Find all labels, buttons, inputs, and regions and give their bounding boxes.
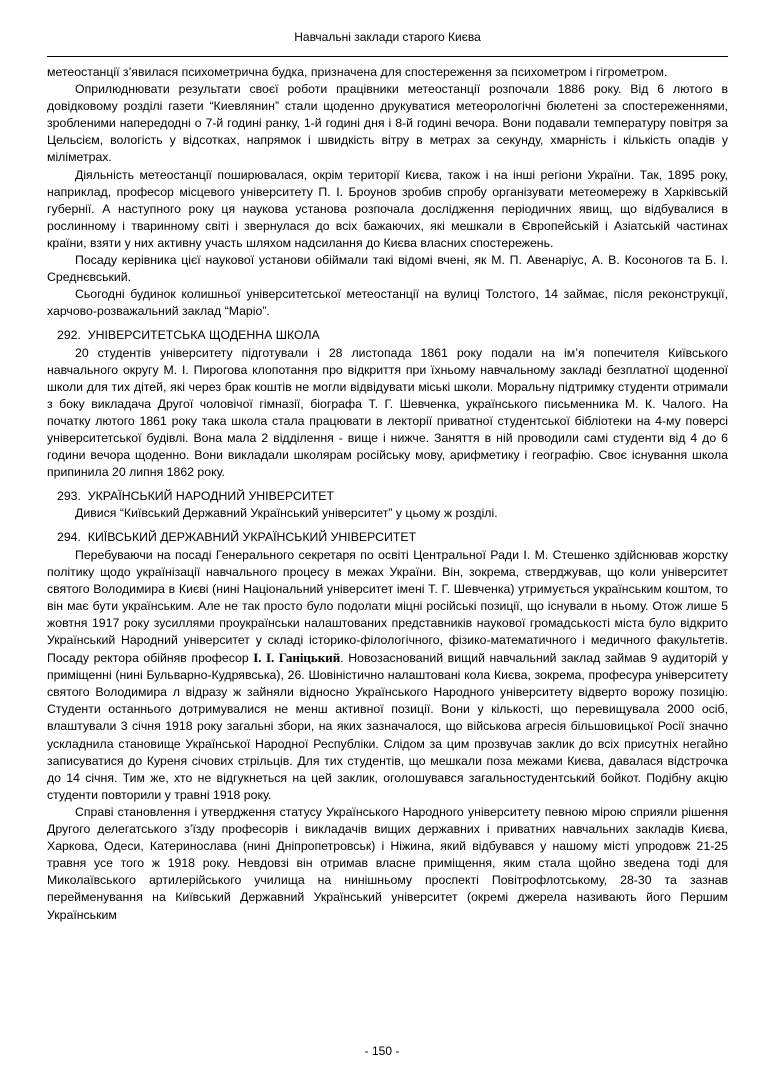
paragraph-intro-2: Оприлюднювати результати своєї роботи працівники метеостанції розпочали 1886 року. Від 6 лютого в довідковому розділі газети “Киевлянин” стали щоденно друкуватися метеорологічні бюлетені за спостереженнями, зробленими напередодні о 7-й годині ранку, 1-й годині дня і 8-й годині вечора. Вони подавали температуру повітря за Цельсієм, вологість у відсотках, напрямок і швидкість вітру в метрах за секунду, хмарність і кількість опадів у міліметрах. — [47, 82, 728, 165]
paragraph-intro-5: Сьогодні будинок колишньої університетської метеостанції на вулиці Толстого, 14 займає, після реконструкції, харчово-розважальний заклад “Маріо”. — [47, 287, 728, 319]
section-heading-294 — [47, 529, 728, 546]
section-number-292: 292. — [57, 328, 81, 343]
page-content — [47, 64, 728, 924]
section-title-293: УКРАЇНСЬКИЙ НАРОДНИЙ УНІВЕРСИТЕТ — [87, 489, 334, 504]
paragraph-294-1-part-b: . Новозаснований вищий навчальний заклад займав 9 аудиторій у приміщенні (нині Бульварно-Кудрявська), 26. Шовіністично налаштовані кола Києва, зокрема, професура університету святого Володимира л відразу ж зайняли відносно Українського Народного університету відверто ворожу позицію. Студенти останнього дотримувалися не менш активної позиції. Вони у кількості, що перевищувала 2000 осіб, влаштували 3 січня 1918 року загальні збори, на яких зазначалося, що військова агресія більшовицької Росії значно ускладнила становище Української Народної Республіки. Слідом за цим прозвучав заклик до всіх присутніх негайно записуватися до Куреня січових стрільців. Для тих студентів, що мешкали поза межами Києва, давалася відстрочка до 14 січня. Тим же, хто не відгукнеться на цей заклик, оголошувався загальностудентський бойкот. Подібну акцію студенти повторили у травні 1918 року. — [47, 651, 728, 802]
rector-name: І. І. Ганіцький — [253, 650, 341, 666]
header-rule — [47, 56, 728, 57]
paragraph-293-1: Дивися “Київський Державний Український університет” у цьому ж розділі. — [75, 506, 498, 521]
section-title-294: КИЇВСЬКИЙ ДЕРЖАВНИЙ УКРАЇНСЬКИЙ УНІВЕРСИТЕТ — [87, 530, 417, 545]
paragraph-294-2: Справі становлення і утвердження статусу Українського Народного університету певною мірою сприяли рішення Другого делегатського з’їзду професорів і викладачів вищих державних і приватних навчальних закладів Києва, Харкова, Одеси, Катеринослава (нині Дніпропетровськ) і Ніжина, який відбувався у нашому місті упродовж 21-25 травня усе того ж 1918 року. Невдовзі він отримав власне приміщення, яким стала щойно зведена тоді для Миколаївського артилерійського училища на нинішньому проспекті Повітрофлотському, 28-30 та зазнав перейменування на Київський Державний Український університет (окремі джерела називають його Першим Українським — [47, 804, 728, 922]
section-heading-293 — [47, 488, 728, 505]
paragraph-292-1: 20 студентів університету підготували і 28 листопада 1861 року подали на ім’я попечителя Київського навчального округу М. І. Пирогова клопотання про відкриття при їхньому навчальному закладі безплатної щоденної школи для тих дітей, які через брак коштів не могли відвідувати міські школи. Моральну підтримку студенти отримали з боку викладача Другої чоловічої гімназії, біографа Т. Г. Шевченка, українського письменника М. К. Чалого. На початку лютого 1861 року така школа стала працювати в лекторії приватної студентської бібліотеки на 4-му поверсі університетської будівлі. Вона мала 2 відділення - вище і нижче. Заняття в ній проводили самі студенти від 4 до 6 години вечора щоденно. Вони викладали школярам російську мову, арифметику і географію. Своє існування школа припинила 20 липня 1862 року. — [47, 345, 728, 480]
paragraph-294-1-part-a: Перебуваючи на посаді Генерального секретаря по освіті Центральної Ради І. М. Стешенко здійснював жорстку політику щодо українізації навчального процесу в межах України. Він, зокрема, стверджував, що коли університет святого Володимира в Києві (нині Національний університет імені Т. Г. Шевченка) утримується українським коштом, то він має бути українським. Але не так просто було подолати міцні російські позиції, що існували в ньому. Отож лише 5 жовтня 1917 року зусиллями проукраїнськи налаштованих представників наукової громадськості міста було відкрито Український Народний університет у складі історико-філологічного, фізико-математичного і медичного факультетів. Посаду ректора обійняв професор — [47, 547, 728, 666]
paragraph-294-1 — [47, 547, 728, 804]
paragraph-intro-1: метеостанції з’явилася психометрична будка, призначена для спостереження за психометром і гігрометром. — [47, 65, 668, 79]
page-number: - 150 - — [364, 1044, 400, 1058]
section-number-294: 294. — [57, 530, 81, 545]
section-title-292: УНІВЕРСИТЕТСЬКА ЩОДЕННА ШКОЛА — [87, 328, 320, 343]
running-header: Навчальні заклади старого Києва — [294, 30, 481, 44]
section-number-293: 293. — [57, 489, 81, 504]
section-heading-292 — [47, 327, 728, 344]
paragraph-intro-4: Посаду керівника цієї наукової установи обіймали такі відомі вчені, як М. П. Авенаріус, А. В. Косоногов та Б. І. Среднєвський. — [47, 253, 728, 285]
paragraph-intro-3: Діяльність метеостанції поширювалася, окрім території Києва, також і на інші регіони України. Так, 1895 року, наприклад, професор місцевого університету П. І. Броунов зробив спробу організувати метеомережу в Харківській губернії. А наступного року ця наукова установа розпочала дослідження періодичних явищ, що відбувалися в рослинному і тваринному світі і звернулася до всіх бажаючих, які мешкали в Європейській і Азіатській частинах країни, взяти у них активну участь шляхом надсилання до Києва власних спостережень. — [47, 167, 728, 250]
